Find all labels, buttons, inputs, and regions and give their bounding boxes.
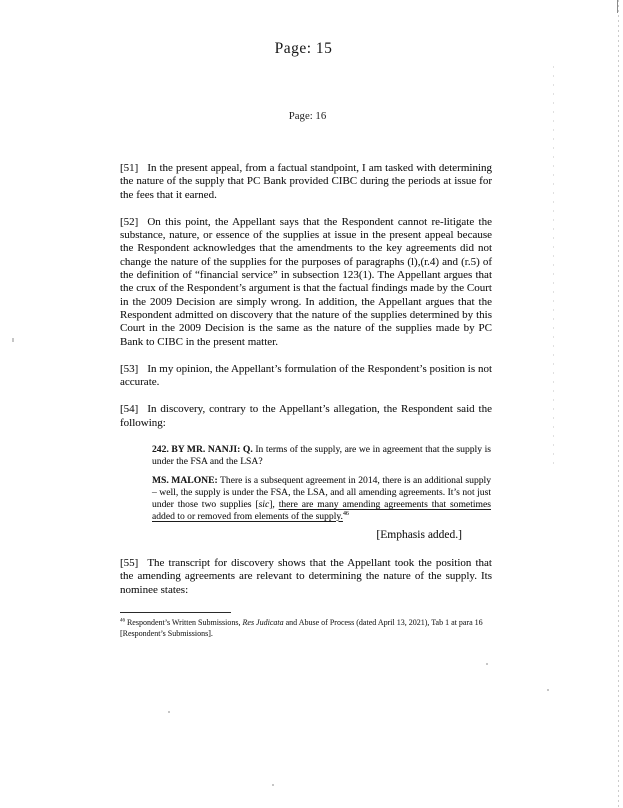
paragraph-52 xyxy=(120,216,492,349)
quote-answer-underlined: there are many amending agreements that sometimes added to or removed from elements of the supply. xyxy=(152,498,491,522)
inner-page-number: Page: 16 xyxy=(288,110,327,122)
paragraph-53-text: In my opinion, the Appellant’s formulation of the Respondent’s position is not accurate. xyxy=(120,362,492,389)
scan-speck xyxy=(12,338,14,342)
quote-answer-text-1: There is a subsequent agreement in 2014, there is an additional supply – well, the supply is under the FSA, the LSA, and all amending agreements. It’s not just under those two supplies [ xyxy=(152,475,492,510)
footnote-46-text-2: and Abuse of Process (dated April 13, 2021), Tab 1 at para 16 [Respondent’s Submissions]. xyxy=(120,618,483,638)
paragraph-51-text: In the present appeal, from a factual standpoint, I am tasked with determining the nature of the supply that PC Bank provided CIBC during the periods at issue for the fees that it earned. xyxy=(120,162,492,201)
outer-page-number: Page: 15 xyxy=(274,40,333,57)
quote-question-speaker: 242. BY MR. NANJI: Q. xyxy=(152,444,253,456)
paragraph-51 xyxy=(120,162,492,202)
paragraph-55-number: [55] xyxy=(120,556,139,569)
discovery-quote-block xyxy=(152,444,491,542)
quote-answer xyxy=(152,475,491,522)
paragraph-54 xyxy=(120,403,492,430)
scan-speck xyxy=(272,784,274,786)
footnote-separator-rule xyxy=(120,612,231,613)
scan-artifact-right-top-mark xyxy=(617,0,619,13)
paragraph-52-number: [52] xyxy=(120,215,139,228)
footnote-reference-46: 46 xyxy=(342,510,349,517)
quote-answer-text-2: ], xyxy=(269,498,279,510)
footnote-46-number: 46 xyxy=(120,618,125,624)
footnote-46-text-1: Respondent’s Written Submissions, xyxy=(124,618,243,627)
quote-answer-speaker: MS. MALONE: xyxy=(152,475,218,487)
quote-question xyxy=(152,444,491,467)
paragraph-55 xyxy=(120,557,492,597)
footnote-46-italic-title: Res Judicata xyxy=(242,618,284,627)
scan-artifact-right-dashed-line xyxy=(618,0,619,808)
scan-speck xyxy=(168,711,170,713)
footnote-area xyxy=(120,612,512,639)
scan-speck xyxy=(486,663,488,665)
paragraph-54-text: In discovery, contrary to the Appellant’s allegation, the Respondent said the following: xyxy=(120,403,492,429)
paragraph-53 xyxy=(120,363,492,390)
paragraph-52-text: On this point, the Appellant says that the Respondent cannot re-litigate the substance, nature, or essence of the supplies at issue in the present appeal because the Respondent acknowledges that the amendments to the key agreements did not change the nature of the supplies for the purposes of paragraphs (l),(r.4) and (r.5) of the definition of “financial service” in subsection 123(1). The Appellant argues that the crux of the Respondent’s argument is that the factual findings made by the Court in the 2009 Decision are simply wrong. In addition, the Appellant argues that the Respondent admitted on discovery that the nature of the supplies determined by this Court in the 2009 Decision is the same as the nature of the supplies made by PC Bank to CIBC in the present matter. xyxy=(120,215,492,348)
scan-artifact-faint-column xyxy=(553,66,554,466)
paragraph-53-number: [53] xyxy=(120,362,139,375)
paragraph-54-number: [54] xyxy=(120,403,139,416)
footnote-46 xyxy=(120,618,512,639)
document-body xyxy=(120,162,492,611)
quote-answer-sic: sic xyxy=(258,498,270,510)
paragraph-55-text: The transcript for discovery shows that the Appellant took the position that the amending agreements are relevant to determining the nature of the supply. Its nominee states: xyxy=(120,556,492,596)
paragraph-51-number: [51] xyxy=(120,162,139,174)
emphasis-added-note: [Emphasis added.] xyxy=(376,529,462,542)
scan-speck xyxy=(547,689,549,691)
quote-question-text: In terms of the supply, are we in agreement that the supply is under the FSA and the LSA? xyxy=(152,444,491,467)
